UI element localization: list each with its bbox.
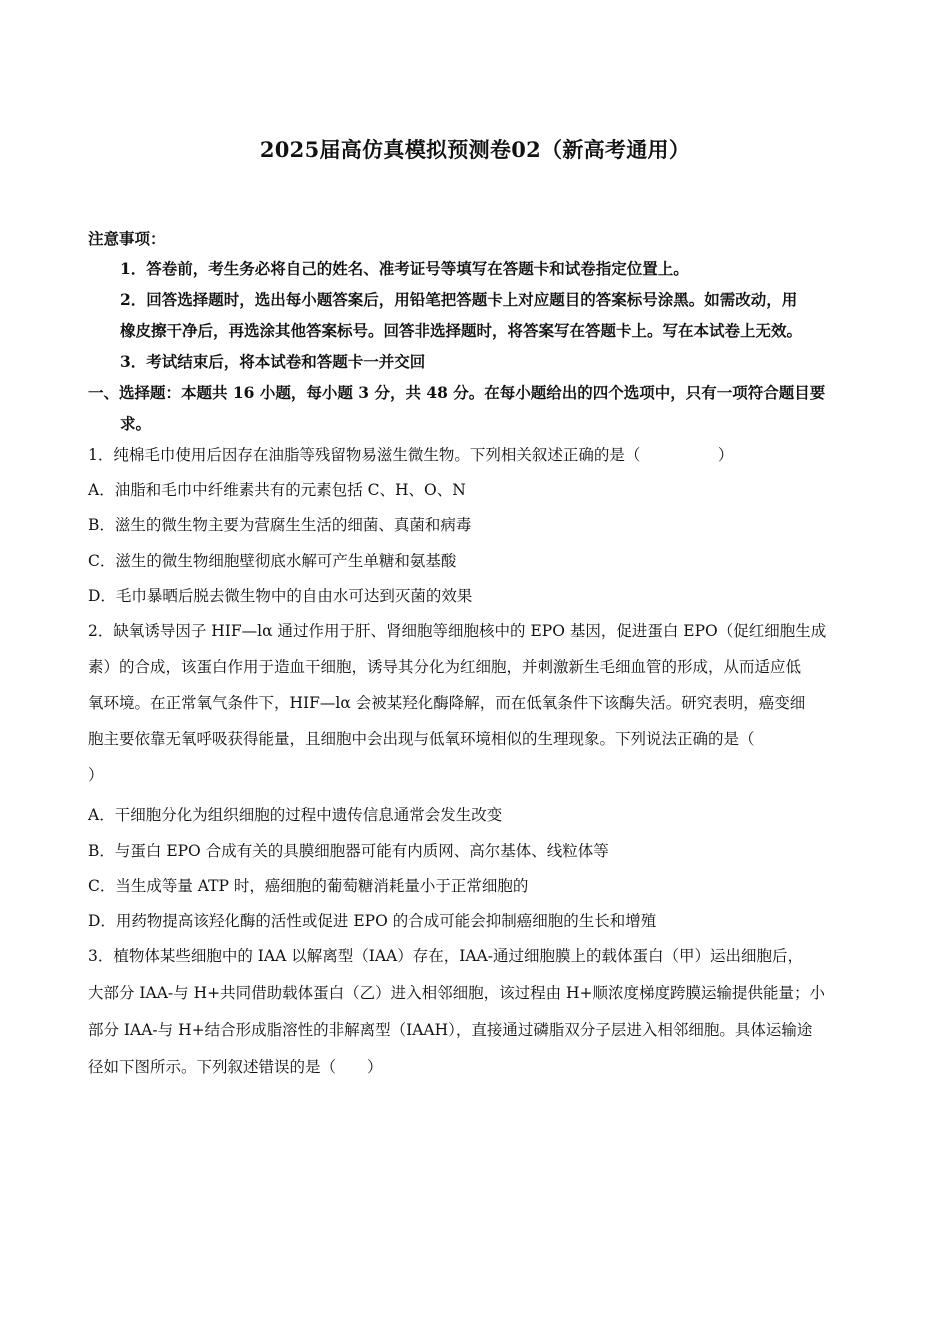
section-heading: 一、选择题：本题共 16 小题，每小题 3 分，共 48 分。在每小题给出的四个选项中，只有一项符合题目要 [88,383,826,402]
question-1-option-c: C．滋生的微生物细胞壁彻底水解可产生单糖和氨基酸 [88,552,457,570]
question-3-stem: 径如下图所示。下列叙述错误的是（ ） [88,1058,383,1076]
question-3-stem: 大部分 IAA-与 H+共同借助载体蛋白（乙）进入相邻细胞，该过程由 H+顺浓度梯度跨膜运输提供能量；小 [88,984,826,1002]
section-heading-cont: 求。 [120,414,152,433]
question-1-option-d: D．毛巾暴晒后脱去微生物中的自由水可达到灭菌的效果 [88,587,473,605]
notice-item: 橡皮擦干净后，再选涂其他答案标号。回答非选择题时，将答案写在答题卡上。写在本试卷上无效。 [120,321,803,340]
question-2-stem: 2．缺氧诱导因子 HIF—lα 通过作用于肝、肾细胞等细胞核中的 EPO 基因，促进蛋白 EPO（促红细胞生成 [88,622,827,640]
question-1-option-a: A．油脂和毛巾中纤维素共有的元素包括 C、H、O、N [88,481,466,499]
question-2-option-b: B．与蛋白 EPO 合成有关的具膜细胞器可能有内质网、高尔基体、线粒体等 [88,842,609,860]
notice-heading: 注意事项： [88,229,166,248]
question-3-stem: 3．植物体某些细胞中的 IAA 以解离型（IAA）存在，IAA-通过细胞膜上的载体蛋白（甲）运出细胞后， [88,947,803,965]
notice-item: 3．考试结束后，将本试卷和答题卡一并交回 [120,352,426,371]
question-1-stem: 1．纯棉毛巾使用后因存在油脂等残留物易滋生微生物。下列相关叙述正确的是（ ） [88,446,734,464]
question-2-stem: 胞主要依靠无氧呼吸获得能量，且细胞中会出现与低氧环境相似的生理现象。下列说法正确的是（ [88,730,755,748]
notice-item: 1．答卷前，考生务必将自己的姓名、准考证号等填写在答题卡和试卷指定位置上。 [120,259,689,278]
question-2-option-d: D．用药物提高该羟化酶的活性或促进 EPO 的合成可能会抑制癌细胞的生长和增殖 [88,912,657,930]
question-2-option-c: C．当生成等量 ATP 时，癌细胞的葡萄糖消耗量小于正常细胞的 [88,877,529,895]
question-2-stem: 素）的合成，该蛋白作用于造血干细胞，诱导其分化为红细胞，并刺激新生毛细血管的形成，从而适应低 [88,658,802,676]
question-2-stem: 氧环境。在正常氧气条件下，HIF—lα 会被某羟化酶降解，而在低氧条件下该酶失活。研究表明，癌变细 [88,694,806,712]
question-3-stem: 部分 IAA-与 H+结合形成脂溶性的非解离型（IAAH），直接通过磷脂双分子层进入相邻细胞。具体运输途 [88,1021,813,1039]
notice-item: 2．回答选择题时，选出每小题答案后，用铅笔把答题卡上对应题目的答案标号涂黑。如需改动，用 [120,290,798,309]
exam-title: 2025届高仿真模拟预测卷02（新高考通用） [259,137,691,162]
question-2-stem: ） [88,766,104,784]
question-1-option-b: B．滋生的微生物主要为营腐生生活的细菌、真菌和病毒 [88,516,472,534]
question-2-option-a: A．干细胞分化为组织细胞的过程中遗传信息通常会发生改变 [88,806,503,824]
